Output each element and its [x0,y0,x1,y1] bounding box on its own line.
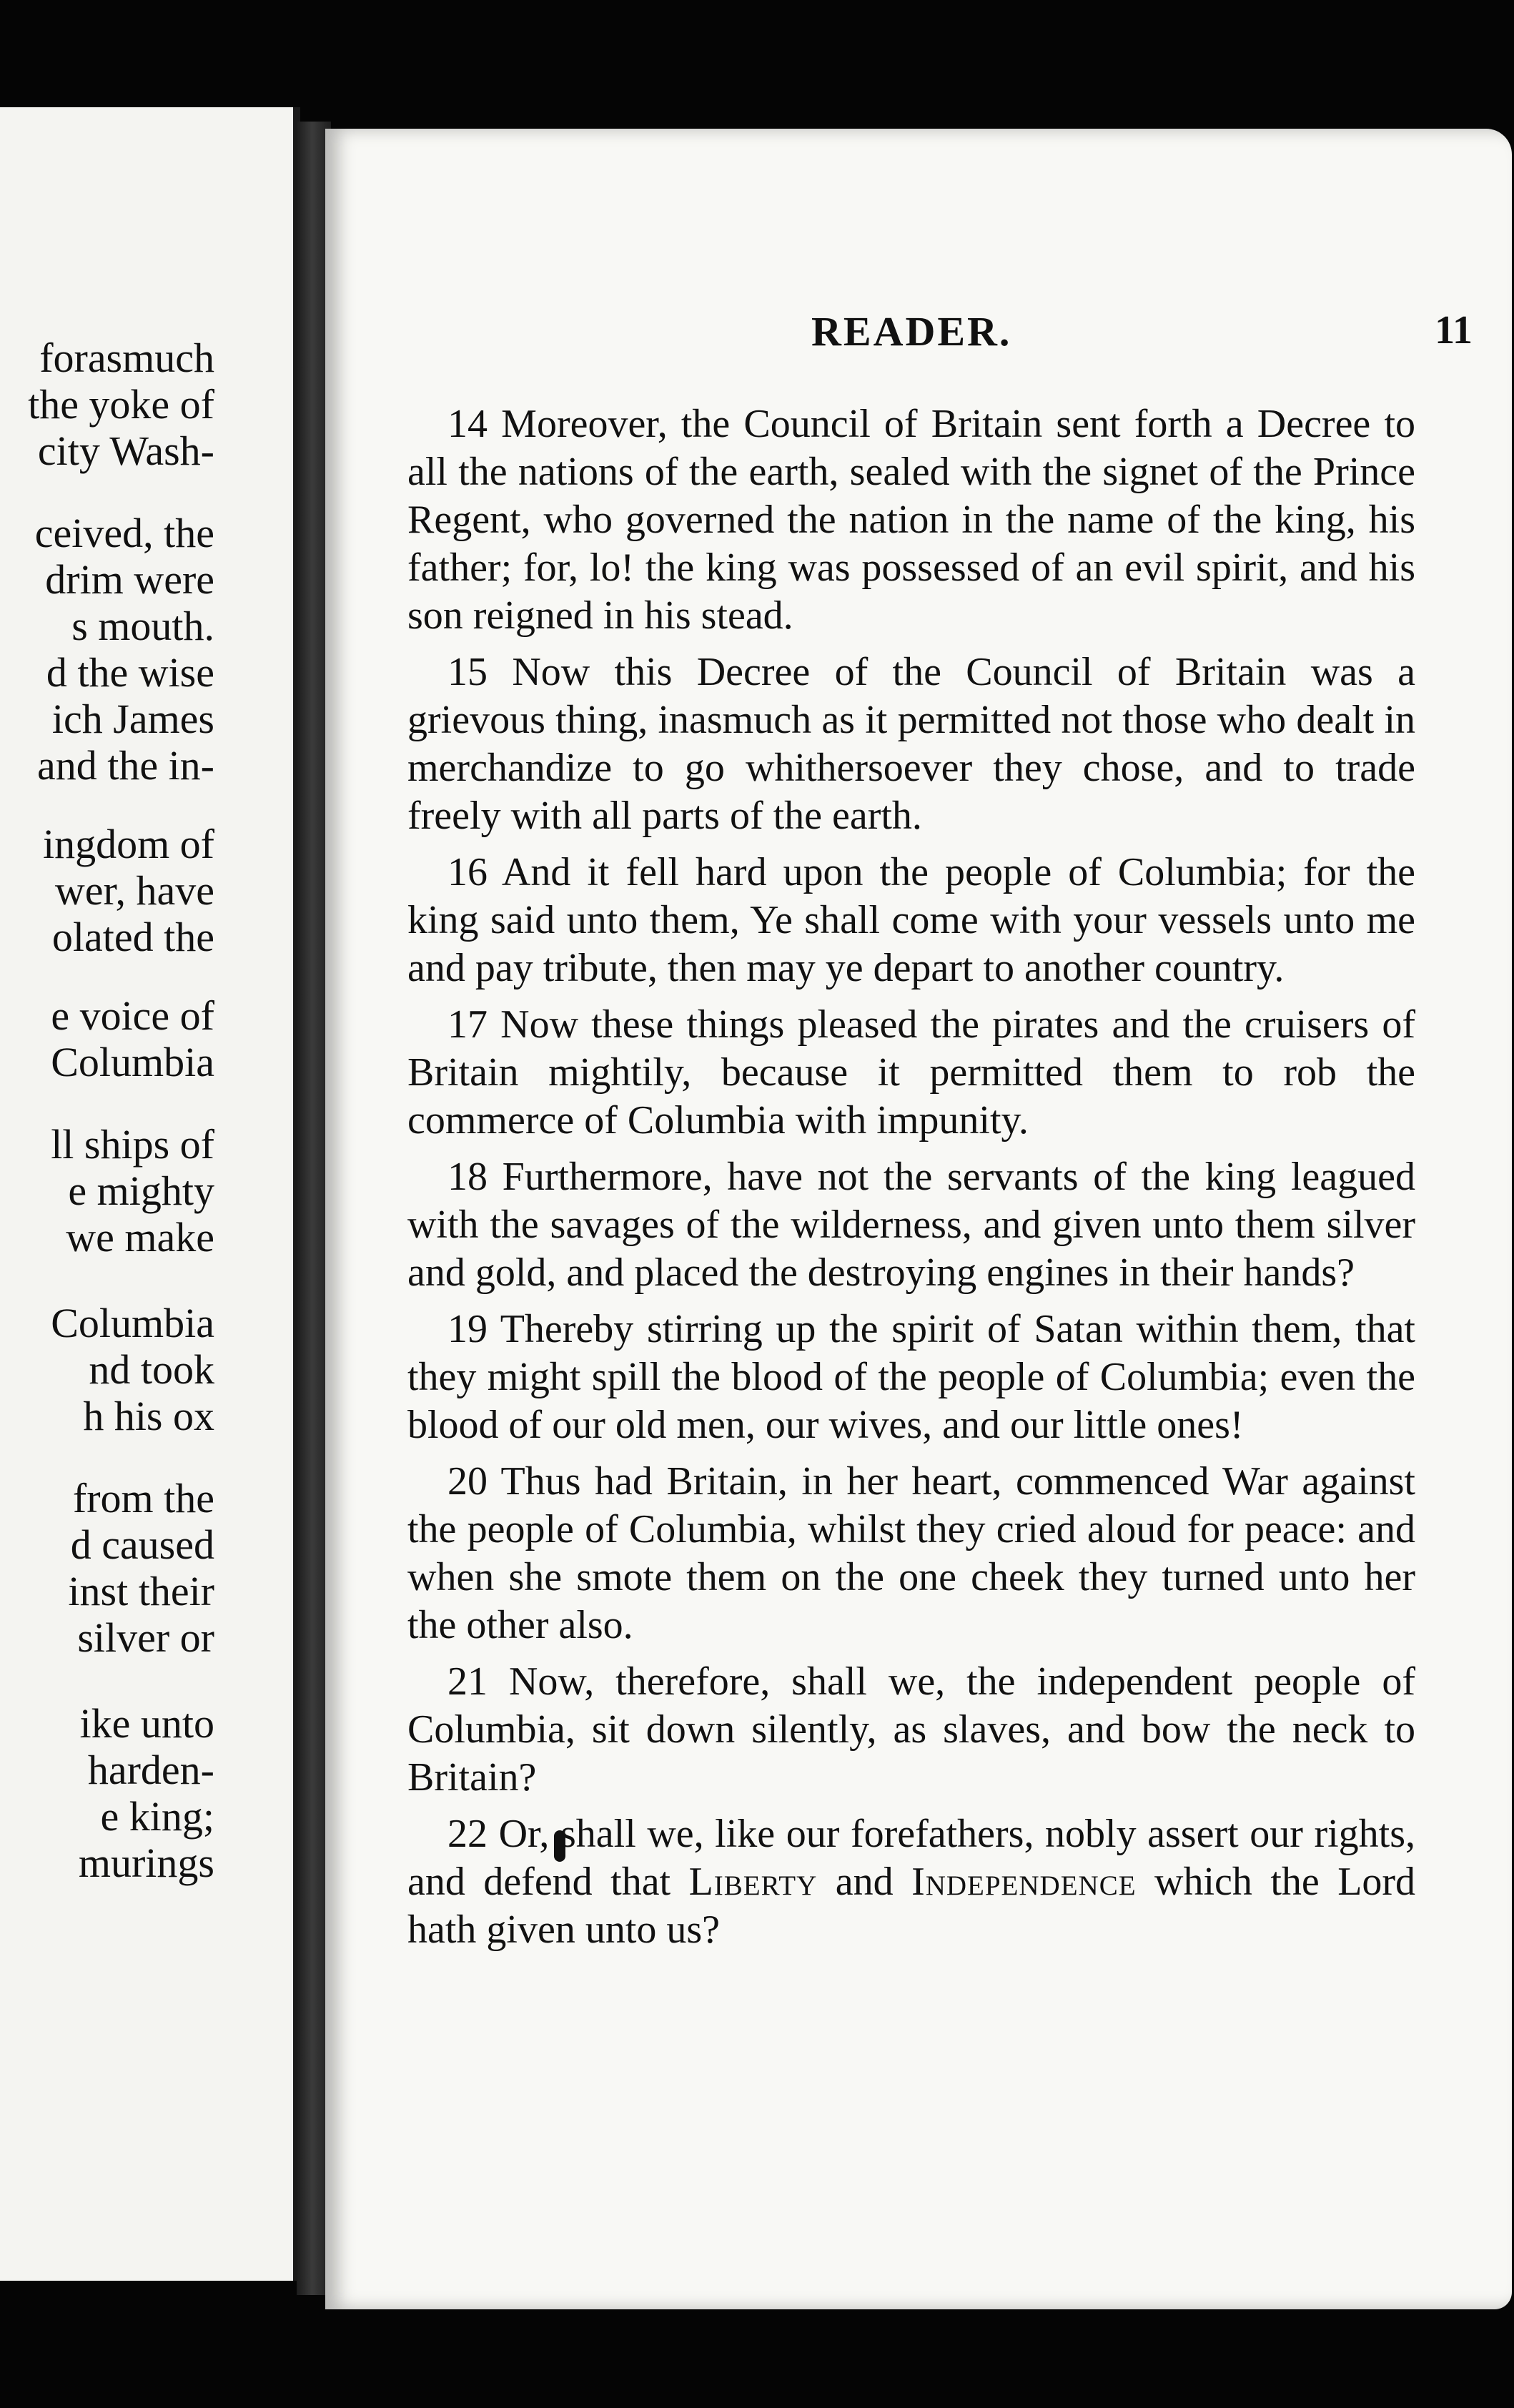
right-page [325,129,1512,2309]
running-head: READER. [811,308,1012,355]
left-facing-page [0,107,300,2281]
page-number: 11 [1435,308,1473,352]
left-page-line: d the wise [46,649,214,696]
verse-19: 19 Thereby stirring up the spirit of Satan within them, that they might spill the blood of the people of Columbia; even the blood of our old men, our wives, and our little ones! [407,1307,1415,1447]
left-page-line: from the [72,1475,214,1521]
verse-16: 16 And it fell hard upon the people of Columbia; for the king said unto them, Ye shall come with your vessels unto me and pay tribute, then may ye depart to another country. [407,850,1415,990]
left-page-line: ingdom of [42,821,214,867]
verse-18: 18 Furthermore, have not the servants of the king leagued with the savages of the wilderness, and given unto them silver and gold, and placed the destroying engines in their hands? [407,1155,1415,1295]
left-page-line: ike unto [79,1700,214,1747]
left-page-line: ll ships of [51,1121,214,1168]
verse-22-start: 22 Or, shall we, like our forefathers, nobly assert our rights, and defend that [407,1812,1415,1904]
left-page-line: Columbia [51,1039,214,1085]
independence-word: Independence [911,1860,1137,1904]
left-page-line: e voice of [51,992,214,1039]
left-page-line: e king; [100,1793,214,1840]
left-page-line: city Wash- [37,428,214,474]
left-page-line: murings [78,1840,214,1886]
left-page-line: silver or [77,1614,214,1661]
verse-22 [407,1810,1415,1954]
left-page-line: harden- [87,1747,214,1793]
verse-17: 17 Now these things pleased the pirates and the cruisers of Britain mightily, because it permitted them to rob the commerce of Columbia with impunity. [407,1002,1415,1143]
left-page-line: e mighty [68,1168,214,1214]
verse-14: 14 Moreover, the Council of Britain sent forth a Decree to all the nations of the earth, sealed with the signet of the Prince Regent, who governed the nation in the name of the king, his father; for, lo! the king was possessed of an evil spirit, and his son reigned in his stead. [407,402,1415,638]
verse-22-end: which the Lord hath given unto us? [407,1860,1416,1952]
left-page-line: and the in- [36,742,214,789]
left-page-line: inst their [68,1568,214,1614]
left-page-line: ich James [51,696,214,742]
left-page-line: ceived, the [34,510,214,556]
left-page-line: forasmuch [39,335,214,381]
left-page-line: h his ox [83,1393,214,1439]
verse-21: 21 Now, therefore, shall we, the independent people of Columbia, sit down silently, as slaves, and bow the neck to Britain? [407,1659,1415,1800]
left-page-line: wer, have [54,867,214,914]
verse-15: 15 Now this Decree of the Council of Britain was a grievous thing, inasmuch as it permitted not those who dealt in merchandize to go whithersoever they chose, and to trade freely with all parts of the earth. [407,650,1415,838]
liberty-word: Liberty [688,1860,818,1904]
left-page-line: d caused [70,1521,214,1568]
left-page-line: drim were [45,556,214,603]
left-page-line: the yoke of [28,381,214,428]
body-text [407,400,1415,1963]
page-header [325,307,1512,365]
left-page-line: olated the [51,914,214,960]
left-page-line: nd took [89,1346,214,1393]
verse-22-and: and [835,1860,894,1904]
left-page-line: Columbia [51,1300,214,1346]
left-page-line: we make [66,1214,214,1260]
verse-20: 20 Thus had Britain, in her heart, commenced War against the people of Columbia, whilst they cried aloud for peace: and when she smote them on the one cheek they turned unto her the other also. [407,1459,1415,1647]
left-page-line: s mouth. [71,603,214,649]
